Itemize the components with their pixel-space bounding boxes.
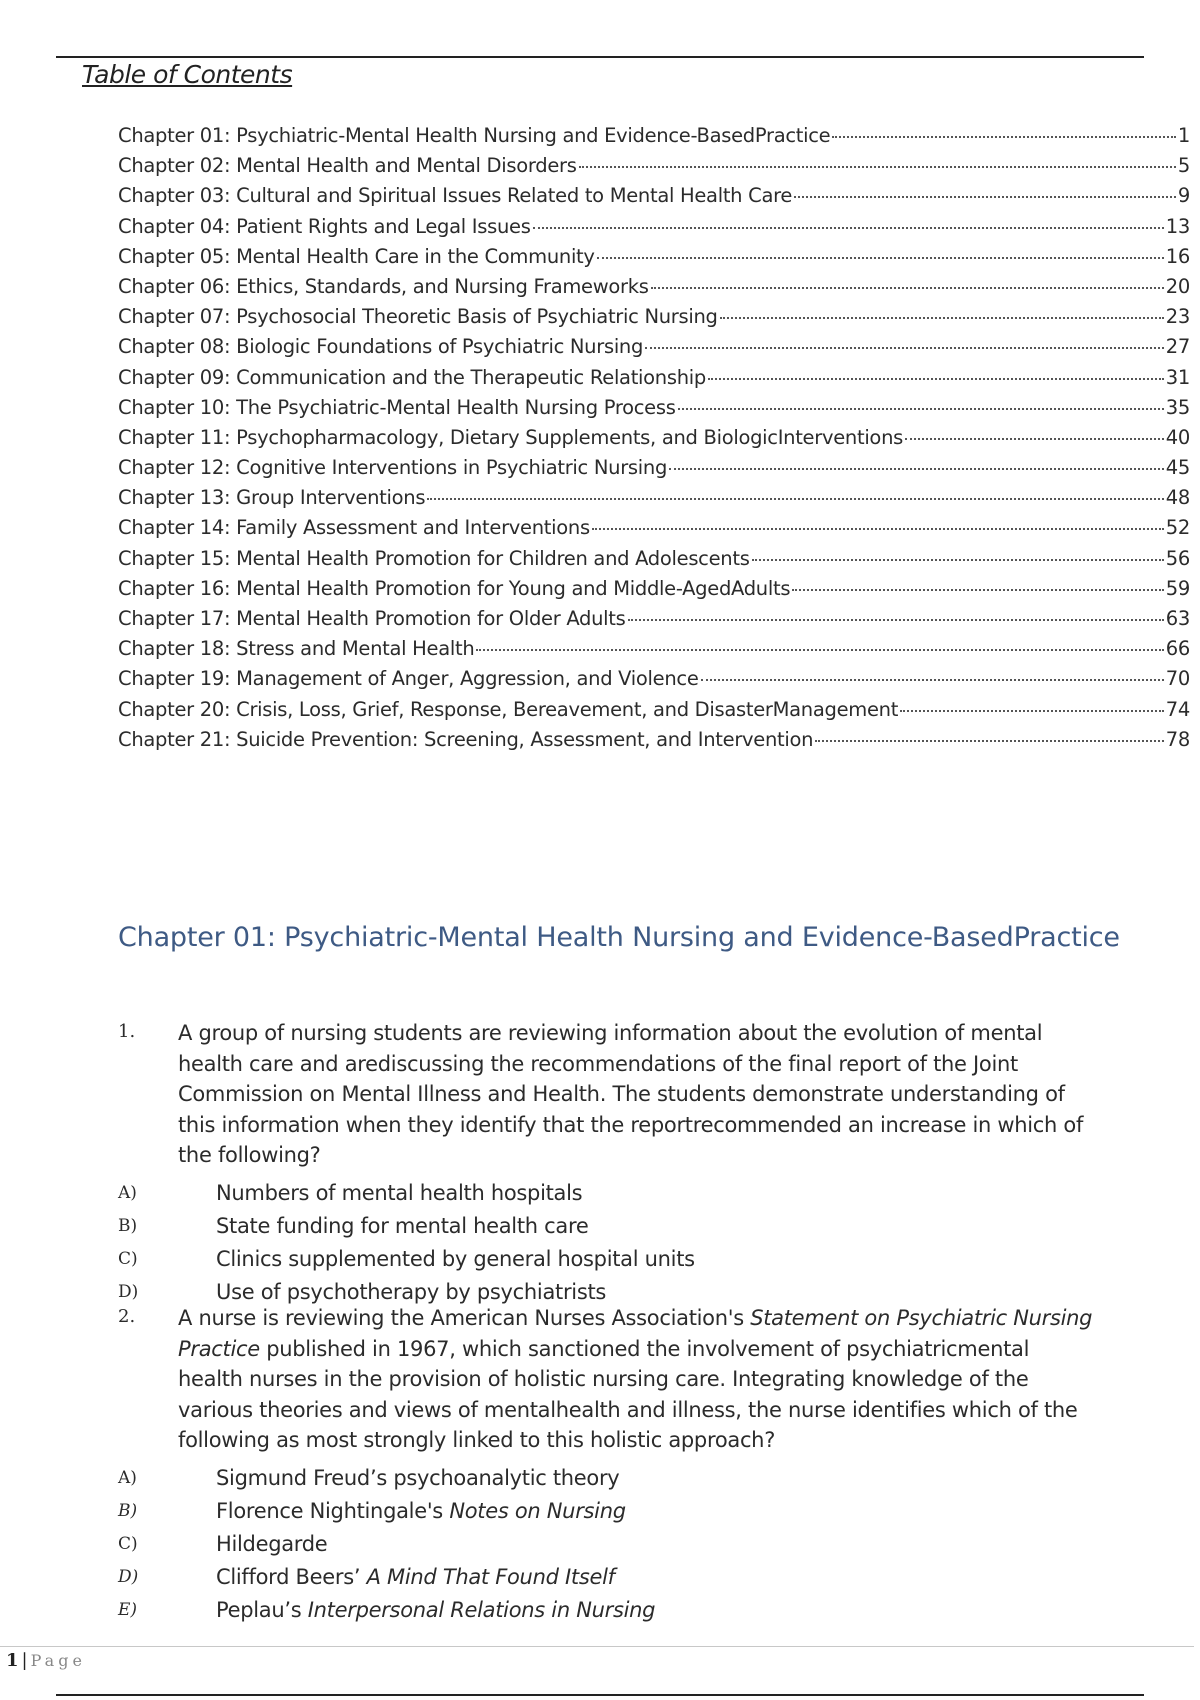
dot-leader [708,378,1164,380]
dot-leader [701,679,1164,681]
toc-entry[interactable] [118,728,1190,758]
option-text-italic: Interpersonal Relations in Nursing [307,1598,656,1622]
toc-entry-page: 31 [1165,365,1190,389]
dot-leader [794,196,1176,198]
answer-option[interactable] [118,1462,1098,1495]
toc-entry-page: 70 [1165,667,1190,691]
toc-entry-page: 63 [1165,607,1190,630]
option-text-plain: Florence Nightingale's [216,1499,450,1523]
option-letter: D) [118,1282,139,1302]
question-text [178,1303,1098,1456]
toc-entry[interactable] [118,154,1190,184]
toc-entry-label: Chapter 03: Cultural and Spiritual Issues Related to Mental Health Care [118,184,793,208]
toc-entry-page: 5 [1177,154,1190,178]
answer-option[interactable] [118,1210,1098,1243]
toc-entry-page: 40 [1165,425,1190,449]
answer-option[interactable] [118,1594,1098,1627]
bottom-rule [56,1694,1144,1696]
option-text [216,1598,655,1622]
toc-entry[interactable] [118,124,1190,154]
dot-leader [815,740,1164,742]
toc-entry-label: Chapter 20: Crisis, Loss, Grief, Response, Bereavement, and DisasterManagement [118,697,899,721]
toc-entry-label: Chapter 05: Mental Health Care in the Community [118,244,595,268]
dot-leader [905,438,1164,440]
dot-leader [597,257,1164,259]
toc-entry[interactable] [118,637,1190,667]
toc-entry[interactable] [118,366,1190,396]
toc-entry-page: 20 [1165,274,1190,298]
footer-page-word: Page [30,1651,86,1670]
toc-entry[interactable] [118,215,1190,245]
question-text-part: published in 1967, which sanctioned the involvement of psychiatricmental health nurses in the provision of holistic nursing care. Integrating knowledge of the various theories and views of mentalhealth and illness, the nurse identifies which of the following as most strongly linked to this holistic approach? [178,1336,1078,1452]
toc-entry[interactable] [118,335,1190,365]
option-text [216,1532,327,1556]
answer-option[interactable] [118,1243,1098,1276]
toc-entry[interactable] [118,184,1190,214]
question-number: 1. [118,1021,136,1042]
toc-entry[interactable] [118,516,1190,546]
chapter-heading: Chapter 01: Psychiatric-Mental Health Nursing and Evidence-BasedPractice [118,922,1120,953]
toc-entry[interactable] [118,547,1190,577]
toc-entry-page: 48 [1165,486,1190,510]
option-letter: C) [118,1534,138,1554]
option-letter: A) [118,1183,137,1203]
toc-entry-page: 1 [1177,124,1190,147]
toc-entry[interactable] [118,275,1190,305]
toc-entry-label: Chapter 15: Mental Health Promotion for Children and Adolescents [118,546,750,570]
question-2 [118,1303,1098,1627]
option-letter: C) [118,1249,138,1269]
option-text: Numbers of mental health hospitals [216,1181,583,1205]
toc-entry-page: 66 [1165,637,1190,661]
toc-entry-page: 74 [1165,697,1190,721]
toc-entry[interactable] [118,486,1190,516]
option-letter: B) [118,1216,138,1236]
toc-entry[interactable] [118,698,1190,728]
toc-entry-page: 59 [1165,576,1190,600]
option-text: Clinics supplemented by general hospital units [216,1247,695,1271]
dot-leader [678,408,1164,410]
dot-leader [645,347,1164,349]
option-text-italic: A Mind That Found Itself [366,1565,615,1589]
footer-page-number: 1 [6,1650,19,1671]
dot-leader [832,136,1176,138]
answer-options [118,1177,1098,1309]
question-text-part: A nurse is reviewing the American Nurses Association's [178,1306,751,1330]
toc-entry-label: Chapter 18: Stress and Mental Health [118,637,475,661]
dot-leader [720,317,1164,319]
toc-entry-page: 27 [1165,335,1190,359]
toc-entry[interactable] [118,305,1190,335]
option-text: Use of psychotherapy by psychiatrists [216,1280,607,1304]
toc-entry[interactable] [118,456,1190,486]
answer-options [118,1462,1098,1627]
dot-leader [476,649,1163,651]
option-letter: D) [118,1567,139,1587]
toc-entry-label: Chapter 08: Biologic Foundations of Psychiatric Nursing [118,335,644,359]
option-text-plain: Hildegarde [216,1532,328,1556]
toc-heading: Table of Contents [82,60,293,89]
toc-entry[interactable] [118,396,1190,426]
toc-entry-page: 35 [1165,395,1190,419]
toc-entry-label: Chapter 06: Ethics, Standards, and Nursing Frameworks [118,274,649,298]
option-text-plain: Peplau’s [216,1598,308,1622]
toc-entry-label: Chapter 07: Psychosocial Theoretic Basis of Psychiatric Nursing [118,305,718,329]
answer-option[interactable] [118,1495,1098,1528]
dot-leader [592,528,1164,530]
dot-leader [792,589,1164,591]
option-text [216,1499,626,1523]
question-text: A group of nursing students are reviewing information about the evolution of mental health care and arediscussing the recommendations of the final report of the Joint Commission on Mental Illness and Health. The students demonstrate understanding of this information when they identify that the reportrecommended an increase in which of the following? [178,1021,1084,1167]
toc-entry[interactable] [118,607,1190,637]
option-text: State funding for mental health care [216,1214,589,1238]
option-text-italic: Notes on Nursing [449,1499,626,1523]
question-number: 2. [118,1306,136,1327]
toc-entry-label: Chapter 19: Management of Anger, Aggression, and Violence [118,667,699,691]
option-text [216,1565,615,1589]
option-text-plain: Sigmund Freud’s psychoanalytic theory [216,1466,620,1490]
footer-separator: | [21,1650,28,1671]
toc-entry-page: 13 [1165,214,1190,238]
option-letter: B) [118,1501,138,1521]
question-1 [118,1018,1098,1309]
toc-list [118,124,1190,758]
toc-entry-page: 45 [1165,456,1190,480]
page-footer [6,1650,86,1671]
toc-entry-label: Chapter 21: Suicide Prevention: Screening, Assessment, and Intervention [118,727,814,751]
toc-entry-label: Chapter 16: Mental Health Promotion for Young and Middle-AgedAdults [118,576,791,600]
dot-leader [651,287,1164,289]
toc-entry-label: Chapter 09: Communication and the Therapeutic Relationship [118,365,706,389]
option-text [216,1466,619,1490]
option-text-plain: Clifford Beers’ [216,1565,367,1589]
dot-leader [752,559,1164,561]
question-text-italic: Statement on Psychiatric Nursing Practice [178,1306,1093,1361]
toc-entry-page: 23 [1165,305,1190,329]
toc-entry-label: Chapter 01: Psychiatric-Mental Health Nursing and Evidence-BasedPractice [118,124,831,147]
toc-entry[interactable] [118,245,1190,275]
toc-entry[interactable] [118,426,1190,456]
toc-entry-label: Chapter 14: Family Assessment and Interventions [118,516,590,540]
dot-leader [533,227,1164,229]
toc-entry-label: Chapter 12: Cognitive Interventions in Psychiatric Nursing [118,456,668,480]
toc-entry[interactable] [118,667,1190,697]
toc-entry-label: Chapter 11: Psychopharmacology, Dietary Supplements, and BiologicInterventions [118,425,903,449]
toc-entry-page: 52 [1165,516,1190,540]
dot-leader [579,166,1176,168]
toc-entry-label: Chapter 10: The Psychiatric-Mental Health Nursing Process [118,395,676,419]
toc-entry-page: 9 [1177,184,1190,208]
toc-entry-page: 56 [1165,546,1190,570]
option-letter: E) [118,1600,138,1620]
answer-option[interactable] [118,1561,1098,1594]
toc-entry-label: Chapter 17: Mental Health Promotion for Older Adults [118,607,626,630]
toc-entry-page: 78 [1165,727,1190,751]
option-letter: A) [118,1468,137,1488]
dot-leader [900,710,1164,712]
dot-leader [628,619,1164,621]
toc-entry-page: 16 [1165,244,1190,268]
answer-option[interactable] [118,1177,1098,1210]
footer-rule [0,1646,1194,1647]
toc-entry-label: Chapter 13: Group Interventions [118,486,426,510]
dot-leader [427,498,1164,500]
top-rule [56,56,1144,58]
toc-entry[interactable] [118,577,1190,607]
toc-entry-label: Chapter 04: Patient Rights and Legal Issues [118,214,531,238]
toc-entry-label: Chapter 02: Mental Health and Mental Disorders [118,154,577,178]
answer-option[interactable] [118,1528,1098,1561]
dot-leader [669,468,1164,470]
